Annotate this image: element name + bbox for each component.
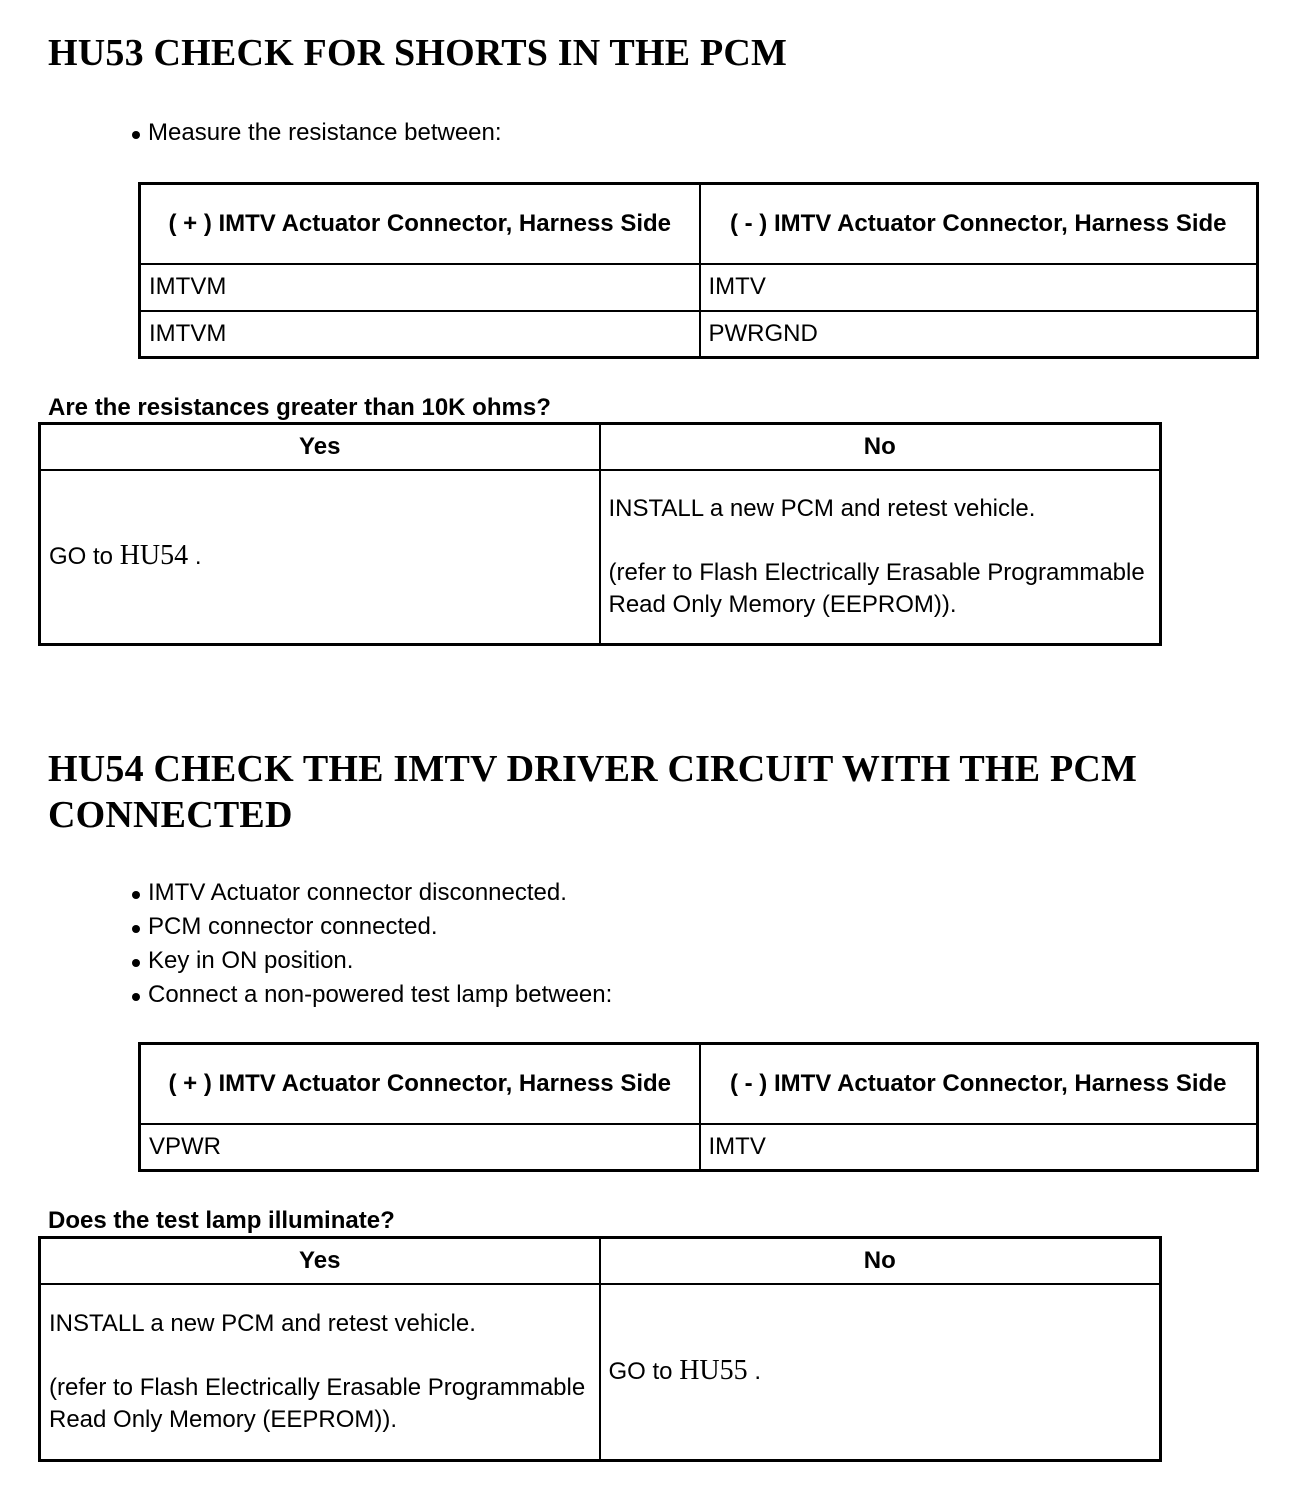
table-cell: PWRGND	[700, 311, 1258, 358]
goto-label: GO to	[49, 543, 114, 571]
list-item: IMTV Actuator connector disconnected.	[130, 876, 612, 910]
list-item: Key in ON position.	[130, 944, 612, 978]
section-title-hu54: HU54 CHECK THE IMTV DRIVER CIRCUIT WITH THE PCM CONNECTED	[48, 748, 1138, 836]
bullet-icon	[132, 993, 140, 1001]
table-header-row	[40, 1238, 1161, 1285]
column-header-yes: Yes	[40, 424, 600, 471]
hu54-link[interactable]: HU54	[119, 540, 189, 572]
table-row	[140, 311, 1258, 358]
table-row	[40, 1284, 1161, 1460]
yes-cell	[40, 470, 600, 644]
bullet-icon	[132, 925, 140, 933]
instruction-text: INSTALL a new PCM and retest vehicle.	[49, 1309, 476, 1337]
table-cell: IMTV	[700, 264, 1258, 311]
goto-suffix: .	[754, 1358, 761, 1386]
bullet-list-hu53	[130, 116, 502, 150]
bullet-icon	[132, 891, 140, 899]
table-cell: IMTVM	[140, 264, 700, 311]
goto-suffix: .	[194, 543, 202, 571]
instruction-text: INSTALL a new PCM and retest vehicle.	[608, 494, 1036, 522]
column-header-positive: ( + ) IMTV Actuator Connector, Harness Side	[140, 184, 700, 264]
table-cell: IMTVM	[140, 311, 700, 358]
table-row	[140, 264, 1258, 311]
goto-label: GO to	[608, 1358, 673, 1386]
answer-table-hu54	[38, 1236, 1162, 1462]
column-header-no: No	[600, 1238, 1161, 1285]
list-item: Measure the resistance between:	[130, 116, 502, 150]
hu55-link[interactable]: HU55	[679, 1355, 748, 1387]
list-item: Connect a non-powered test lamp between:	[130, 978, 612, 1012]
table-header-row	[140, 1044, 1258, 1124]
answer-table-hu53	[38, 422, 1162, 646]
measurement-table-hu54	[138, 1042, 1259, 1172]
column-header-positive: ( + ) IMTV Actuator Connector, Harness Side	[140, 1044, 700, 1124]
bullet-list-hu54	[130, 876, 612, 1012]
column-header-yes: Yes	[40, 1238, 600, 1285]
question-hu54: Does the test lamp illuminate?	[48, 1207, 395, 1234]
bullet-icon	[132, 131, 140, 139]
measurement-table-hu53	[138, 182, 1259, 359]
bullet-icon	[132, 959, 140, 967]
reference-text: (refer to Flash Electrically Erasable Programmable Read Only Memory (EEPROM)).	[608, 558, 1145, 618]
question-hu53: Are the resistances greater than 10K ohms?	[48, 394, 551, 421]
no-cell	[600, 470, 1161, 644]
column-header-no: No	[600, 424, 1161, 471]
table-header-row	[140, 184, 1258, 264]
section-title-hu53: HU53 CHECK FOR SHORTS IN THE PCM	[48, 32, 788, 74]
table-cell: IMTV	[700, 1124, 1258, 1171]
reference-text: (refer to Flash Electrically Erasable Programmable Read Only Memory (EEPROM)).	[49, 1373, 586, 1433]
table-row	[140, 1124, 1258, 1171]
column-header-negative: ( - ) IMTV Actuator Connector, Harness Side	[700, 184, 1258, 264]
no-cell	[600, 1284, 1161, 1460]
table-header-row	[40, 424, 1161, 471]
column-header-negative: ( - ) IMTV Actuator Connector, Harness Side	[700, 1044, 1258, 1124]
yes-cell	[40, 1284, 600, 1460]
list-item: PCM connector connected.	[130, 910, 612, 944]
table-row	[40, 470, 1161, 644]
table-cell: VPWR	[140, 1124, 700, 1171]
